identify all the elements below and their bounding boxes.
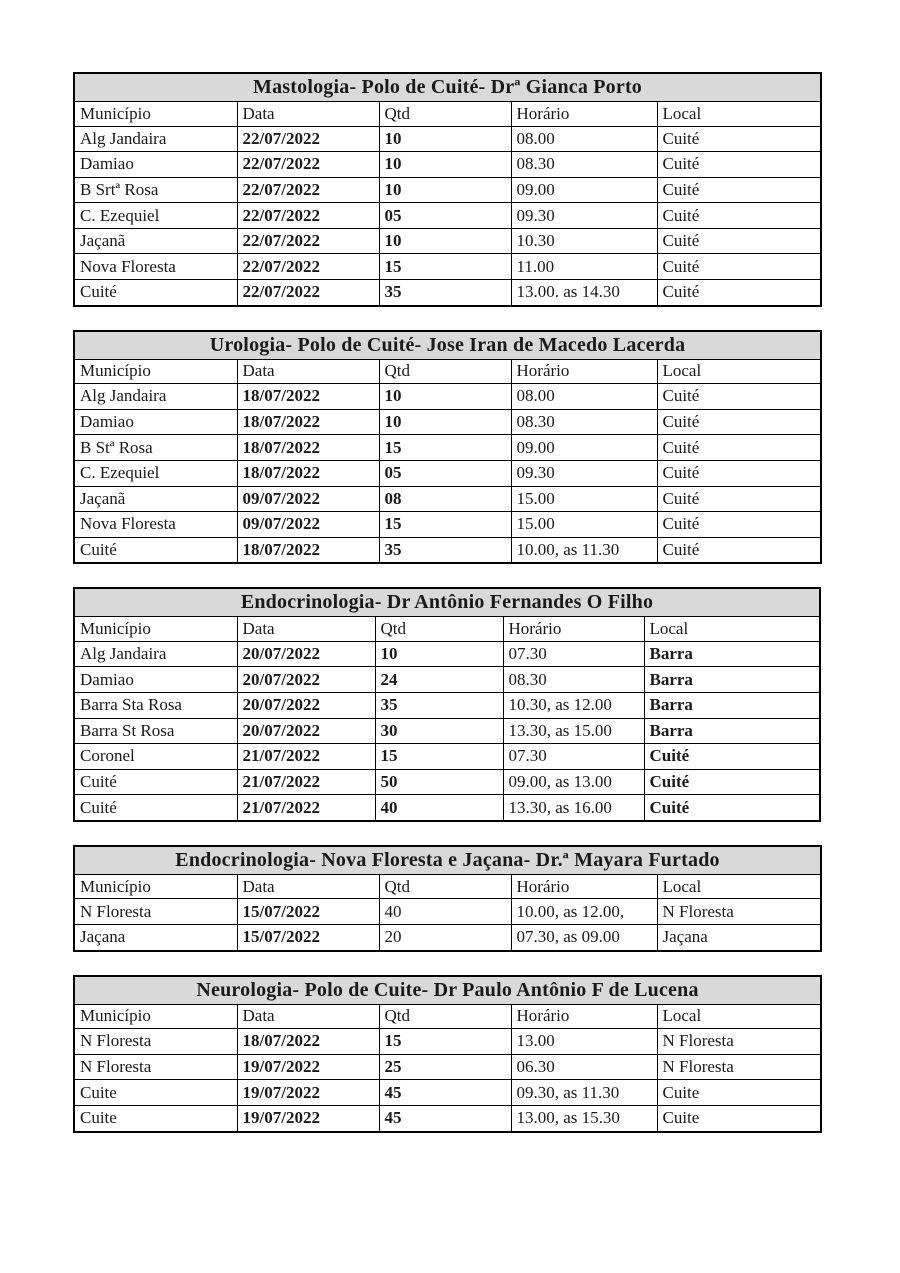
cell-local: Cuité	[657, 409, 821, 435]
cell-data: 22/07/2022	[237, 203, 379, 229]
schedule-table	[73, 975, 900, 1133]
title-row	[74, 588, 820, 617]
column-header-qtd: Qtd	[379, 874, 511, 899]
column-header-municipio: Município	[74, 617, 237, 642]
cell-local: Cuité	[657, 537, 821, 563]
cell-qtd: 45	[379, 1080, 511, 1106]
table-row	[74, 280, 821, 306]
table-row	[74, 460, 821, 486]
table-row	[74, 384, 821, 410]
cell-qtd: 10	[379, 384, 511, 410]
cell-municipio: Barra St Rosa	[74, 718, 237, 744]
cell-local: Barra	[644, 693, 820, 719]
cell-local: Barra	[644, 667, 820, 693]
column-header-data: Data	[237, 617, 375, 642]
table-row	[74, 486, 821, 512]
column-header-horario: Horário	[503, 617, 644, 642]
table-title: Mastologia- Polo de Cuité- Drª Gianca Porto	[74, 73, 821, 102]
cell-horario: 11.00	[511, 254, 657, 280]
table-body	[74, 1029, 821, 1132]
cell-data: 20/07/2022	[237, 641, 375, 667]
cell-data: 20/07/2022	[237, 667, 375, 693]
column-header-horario: Horário	[511, 359, 657, 384]
cell-data: 18/07/2022	[237, 409, 379, 435]
column-header-municipio: Município	[74, 874, 237, 899]
title-row	[74, 331, 821, 360]
column-header-local: Local	[644, 617, 820, 642]
cell-qtd: 05	[379, 460, 511, 486]
cell-horario: 13.00	[511, 1029, 657, 1055]
column-header-horario: Horário	[511, 874, 657, 899]
title-row	[74, 846, 821, 875]
table-row	[74, 228, 821, 254]
title-row	[74, 976, 821, 1005]
cell-data: 21/07/2022	[237, 769, 375, 795]
column-header-local: Local	[657, 359, 821, 384]
cell-data: 22/07/2022	[237, 228, 379, 254]
cell-qtd: 24	[375, 667, 503, 693]
cell-qtd: 35	[379, 280, 511, 306]
column-header-local: Local	[657, 874, 821, 899]
cell-data: 09/07/2022	[237, 512, 379, 538]
cell-horario: 09.00, as 13.00	[503, 769, 644, 795]
table-row	[74, 795, 820, 821]
cell-horario: 08.00	[511, 126, 657, 152]
cell-municipio: Cuité	[74, 795, 237, 821]
table-row	[74, 126, 821, 152]
cell-qtd: 15	[379, 254, 511, 280]
cell-local: Jaçana	[657, 925, 821, 951]
table-title: Neurologia- Polo de Cuite- Dr Paulo Antônio F de Lucena	[74, 976, 821, 1005]
cell-municipio: Damiao	[74, 152, 237, 178]
header-row	[74, 359, 821, 384]
table-row	[74, 254, 821, 280]
cell-data: 09/07/2022	[237, 486, 379, 512]
schedule-grid	[73, 72, 822, 307]
schedule-grid	[73, 587, 821, 822]
column-header-data: Data	[237, 359, 379, 384]
cell-local: N Floresta	[657, 1029, 821, 1055]
cell-horario: 09.30	[511, 460, 657, 486]
column-header-municipio: Município	[74, 102, 237, 127]
cell-horario: 13.30, as 15.00	[503, 718, 644, 744]
cell-municipio: C. Ezequiel	[74, 460, 237, 486]
cell-local: Cuité	[657, 486, 821, 512]
table-row	[74, 1054, 821, 1080]
cell-horario: 13.00, as 15.30	[511, 1105, 657, 1131]
cell-municipio: Cuité	[74, 537, 237, 563]
cell-municipio: Nova Floresta	[74, 512, 237, 538]
table-row	[74, 537, 821, 563]
cell-data: 22/07/2022	[237, 254, 379, 280]
table-row	[74, 512, 821, 538]
cell-municipio: Cuite	[74, 1105, 237, 1131]
cell-qtd: 45	[379, 1105, 511, 1131]
cell-data: 22/07/2022	[237, 280, 379, 306]
cell-municipio: C. Ezequiel	[74, 203, 237, 229]
cell-qtd: 15	[379, 435, 511, 461]
cell-horario: 09.00	[511, 435, 657, 461]
cell-qtd: 20	[379, 925, 511, 951]
cell-horario: 08.00	[511, 384, 657, 410]
cell-municipio: Alg Jandaira	[74, 126, 237, 152]
cell-local: Cuité	[657, 177, 821, 203]
cell-qtd: 08	[379, 486, 511, 512]
cell-local: Cuité	[657, 126, 821, 152]
cell-qtd: 15	[379, 1029, 511, 1055]
cell-municipio: Alg Jandaira	[74, 384, 237, 410]
table-row	[74, 152, 821, 178]
cell-data: 18/07/2022	[237, 384, 379, 410]
table-row	[74, 769, 820, 795]
cell-local: N Floresta	[657, 1054, 821, 1080]
column-header-local: Local	[657, 1004, 821, 1029]
cell-qtd: 10	[379, 228, 511, 254]
table-row	[74, 409, 821, 435]
table-row	[74, 718, 820, 744]
column-header-horario: Horário	[511, 102, 657, 127]
cell-local: Cuité	[644, 744, 820, 770]
table-row	[74, 667, 820, 693]
cell-horario: 07.30	[503, 744, 644, 770]
cell-municipio: B Srtª Rosa	[74, 177, 237, 203]
table-row	[74, 177, 821, 203]
cell-data: 15/07/2022	[237, 925, 379, 951]
cell-qtd: 10	[375, 641, 503, 667]
cell-qtd: 05	[379, 203, 511, 229]
cell-horario: 10.00, as 11.30	[511, 537, 657, 563]
cell-data: 18/07/2022	[237, 1029, 379, 1055]
cell-horario: 10.30	[511, 228, 657, 254]
cell-qtd: 15	[379, 512, 511, 538]
table-row	[74, 1029, 821, 1055]
schedule-table	[73, 587, 900, 822]
column-header-local: Local	[657, 102, 821, 127]
table-row	[74, 1105, 821, 1131]
column-header-horario: Horário	[511, 1004, 657, 1029]
cell-qtd: 10	[379, 126, 511, 152]
cell-qtd: 35	[375, 693, 503, 719]
cell-local: Cuité	[657, 460, 821, 486]
cell-horario: 13.30, as 16.00	[503, 795, 644, 821]
cell-horario: 09.30	[511, 203, 657, 229]
column-header-qtd: Qtd	[379, 359, 511, 384]
cell-data: 22/07/2022	[237, 126, 379, 152]
cell-data: 19/07/2022	[237, 1054, 379, 1080]
schedule-grid	[73, 330, 822, 565]
table-row	[74, 641, 820, 667]
cell-horario: 06.30	[511, 1054, 657, 1080]
cell-local: Cuité	[644, 795, 820, 821]
cell-municipio: Jaçana	[74, 925, 237, 951]
cell-qtd: 10	[379, 177, 511, 203]
cell-local: Cuite	[657, 1080, 821, 1106]
cell-local: Cuité	[657, 280, 821, 306]
table-row	[74, 203, 821, 229]
cell-data: 18/07/2022	[237, 460, 379, 486]
cell-data: 19/07/2022	[237, 1105, 379, 1131]
cell-local: Cuite	[657, 1105, 821, 1131]
table-title: Urologia- Polo de Cuité- Jose Iran de Macedo Lacerda	[74, 331, 821, 360]
cell-local: Cuité	[657, 152, 821, 178]
column-header-qtd: Qtd	[379, 1004, 511, 1029]
cell-local: Barra	[644, 718, 820, 744]
cell-municipio: Barra Sta Rosa	[74, 693, 237, 719]
table-body	[74, 641, 820, 821]
cell-municipio: Damiao	[74, 409, 237, 435]
header-row	[74, 874, 821, 899]
cell-local: Barra	[644, 641, 820, 667]
cell-municipio: N Floresta	[74, 1054, 237, 1080]
cell-municipio: Jaçanã	[74, 228, 237, 254]
cell-municipio: Alg Jandaira	[74, 641, 237, 667]
header-row	[74, 102, 821, 127]
cell-data: 22/07/2022	[237, 152, 379, 178]
table-title: Endocrinologia- Dr Antônio Fernandes O Filho	[74, 588, 820, 617]
cell-local: N Floresta	[657, 899, 821, 925]
cell-local: Cuité	[657, 384, 821, 410]
cell-qtd: 40	[379, 899, 511, 925]
table-row	[74, 744, 820, 770]
cell-municipio: N Floresta	[74, 1029, 237, 1055]
cell-horario: 07.30, as 09.00	[511, 925, 657, 951]
cell-data: 22/07/2022	[237, 177, 379, 203]
column-header-qtd: Qtd	[375, 617, 503, 642]
schedule-table	[73, 72, 900, 307]
cell-local: Cuité	[657, 203, 821, 229]
header-row	[74, 617, 820, 642]
schedule-table	[73, 330, 900, 565]
table-row	[74, 693, 820, 719]
cell-local: Cuité	[644, 769, 820, 795]
cell-qtd: 40	[375, 795, 503, 821]
cell-data: 20/07/2022	[237, 718, 375, 744]
cell-local: Cuité	[657, 228, 821, 254]
column-header-data: Data	[237, 102, 379, 127]
cell-data: 20/07/2022	[237, 693, 375, 719]
column-header-municipio: Município	[74, 359, 237, 384]
cell-horario: 15.00	[511, 512, 657, 538]
cell-data: 18/07/2022	[237, 435, 379, 461]
cell-horario: 13.00. as 14.30	[511, 280, 657, 306]
cell-data: 21/07/2022	[237, 795, 375, 821]
table-body	[74, 899, 821, 951]
cell-qtd: 25	[379, 1054, 511, 1080]
cell-data: 21/07/2022	[237, 744, 375, 770]
cell-horario: 15.00	[511, 486, 657, 512]
cell-horario: 08.30	[511, 409, 657, 435]
header-row	[74, 1004, 821, 1029]
table-row	[74, 925, 821, 951]
cell-municipio: Damiao	[74, 667, 237, 693]
cell-local: Cuité	[657, 512, 821, 538]
cell-qtd: 10	[379, 152, 511, 178]
schedule-table	[73, 845, 900, 952]
cell-horario: 09.30, as 11.30	[511, 1080, 657, 1106]
table-row	[74, 899, 821, 925]
cell-municipio: Cuité	[74, 280, 237, 306]
schedule-grid	[73, 975, 822, 1133]
cell-qtd: 10	[379, 409, 511, 435]
cell-data: 18/07/2022	[237, 537, 379, 563]
cell-data: 15/07/2022	[237, 899, 379, 925]
cell-horario: 07.30	[503, 641, 644, 667]
cell-horario: 09.00	[511, 177, 657, 203]
table-body	[74, 126, 821, 306]
table-title: Endocrinologia- Nova Floresta e Jaçana- Dr.ª Mayara Furtado	[74, 846, 821, 875]
table-row	[74, 1080, 821, 1106]
cell-local: Cuité	[657, 435, 821, 461]
cell-horario: 10.30, as 12.00	[503, 693, 644, 719]
column-header-qtd: Qtd	[379, 102, 511, 127]
cell-local: Cuité	[657, 254, 821, 280]
cell-horario: 10.00, as 12.00,	[511, 899, 657, 925]
cell-municipio: B Stª Rosa	[74, 435, 237, 461]
cell-municipio: Jaçanã	[74, 486, 237, 512]
cell-horario: 08.30	[511, 152, 657, 178]
column-header-data: Data	[237, 874, 379, 899]
cell-qtd: 15	[375, 744, 503, 770]
cell-qtd: 35	[379, 537, 511, 563]
cell-municipio: Coronel	[74, 744, 237, 770]
title-row	[74, 73, 821, 102]
cell-horario: 08.30	[503, 667, 644, 693]
cell-municipio: N Floresta	[74, 899, 237, 925]
cell-municipio: Cuité	[74, 769, 237, 795]
cell-municipio: Cuite	[74, 1080, 237, 1106]
schedule-grid	[73, 845, 822, 952]
column-header-data: Data	[237, 1004, 379, 1029]
column-header-municipio: Município	[74, 1004, 237, 1029]
table-row	[74, 435, 821, 461]
cell-qtd: 50	[375, 769, 503, 795]
cell-municipio: Nova Floresta	[74, 254, 237, 280]
cell-data: 19/07/2022	[237, 1080, 379, 1106]
table-body	[74, 384, 821, 564]
cell-qtd: 30	[375, 718, 503, 744]
